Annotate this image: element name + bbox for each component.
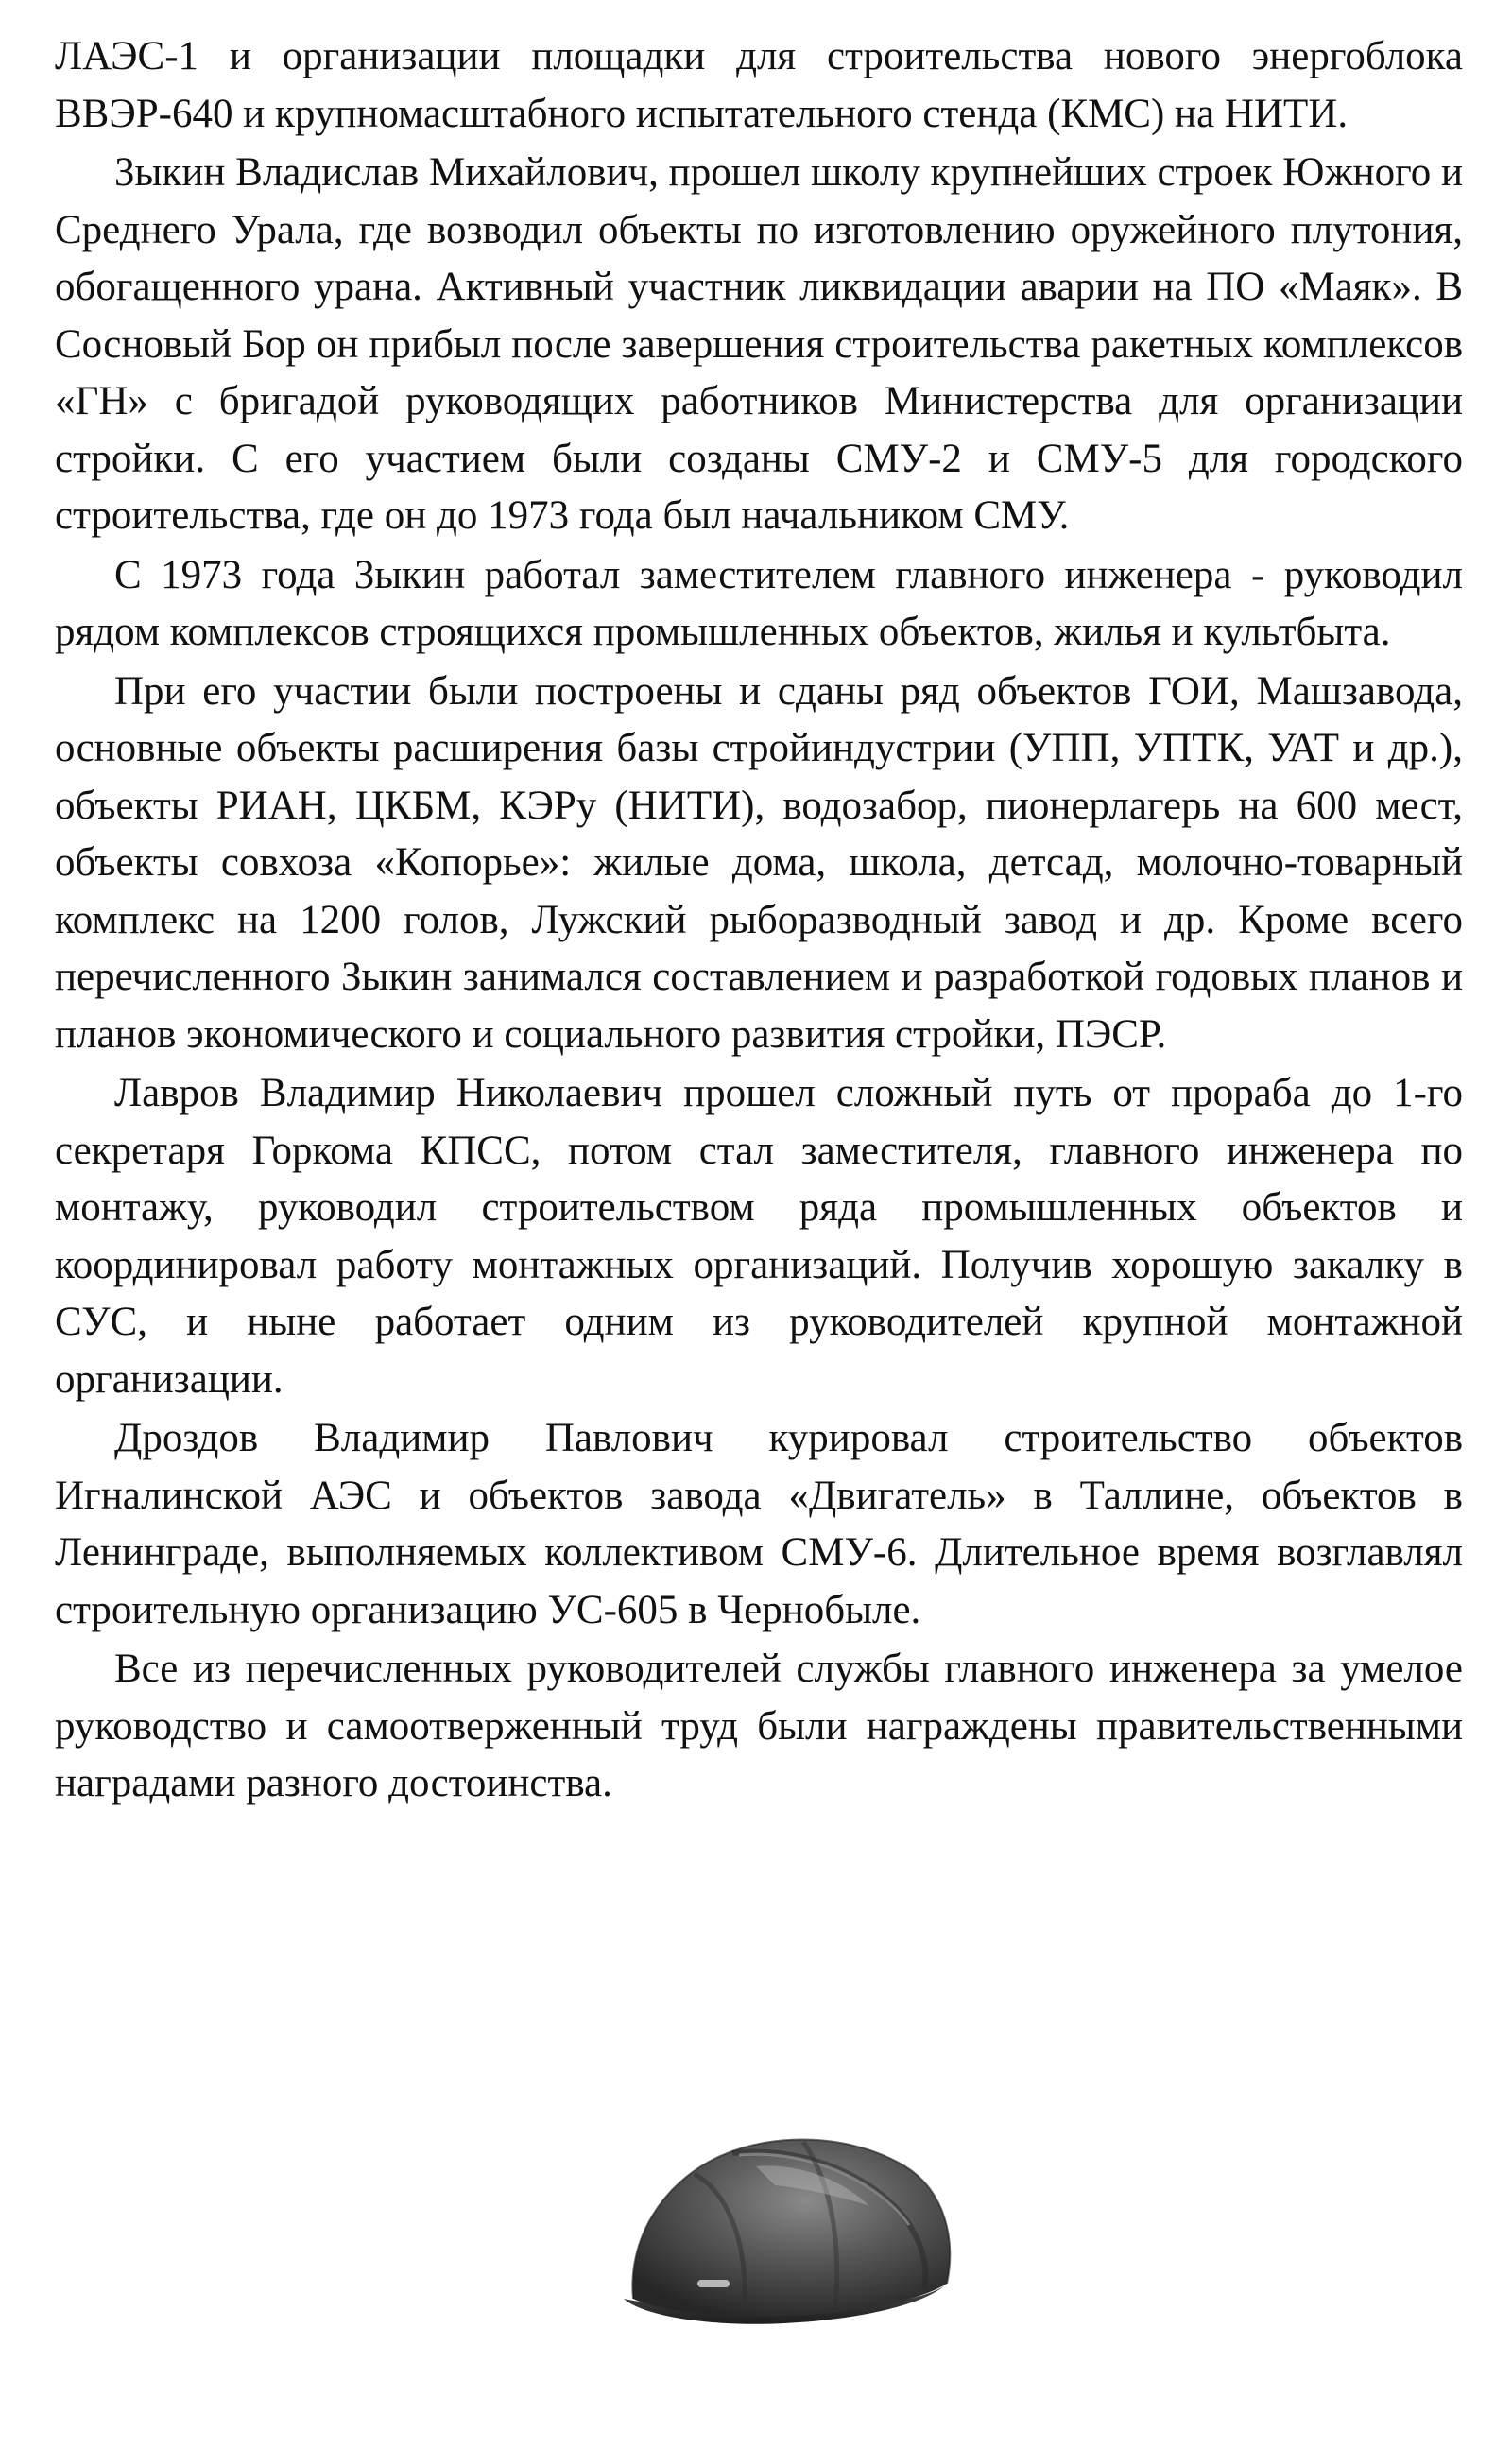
paragraph-zykin-projects: При его участии были построены и сданы ряд объектов ГОИ, Машзавода, основные объекты расширения базы стройиндустрии (УПП, УПТК, УАТ и др.), объекты РИАН, ЦКБМ, КЭРу (НИТИ), водозабор, пионерлагерь на 600 мест, объекты совхоза «Копорье»: жилые дома, школа, детсад, молочно-товарный комплекс на 1200 голов, Лужский рыборазводный завод и др. Кроме всего перечисленного Зыкин занимался составлением и разработкой годовых планов и планов экономического и социального развития стройки, ПЭСР. [55, 668, 1463, 1057]
hard-hat-icon [605, 2079, 973, 2363]
paragraph-zykin-deputy: С 1973 года Зыкин работал заместителем главного инженера - руководил рядом комплексов строящихся промышленных объектов, жилья и культбыта. [55, 552, 1463, 654]
paragraph-zykin-bio: Зыкин Владислав Михайлович, прошел школу крупнейших строек Южного и Среднего Урала, где возводил объекты по изготовлению оружейного плутония, обогащенного урана. Активный участник ликвидации аварии на ПО «Маяк». В Сосновый Бор он прибыл после завершения строительства ракетных комплексов «ГН» с бригадой руководящих работников Министерства для организации стройки. С его участием были созданы СМУ-2 и СМУ-5 для городского строительства, где он до 1973 года был начальником СМУ. [55, 150, 1463, 538]
paragraph-drozdov-bio: Дроздов Владимир Павлович курировал строительство объектов Игналинской АЭС и объектов завода «Двигатель» в Таллине, объектов в Ленинграде, выполняемых коллективом СМУ-6. Длительное время возглавлял строительную организацию УС-605 в Чернобыле. [55, 1416, 1463, 1632]
paragraph-lavrov-bio: Лавров Владимир Николаевич прошел сложный путь от прораба до 1-го секретаря Горкома КПСС, потом стал заместителя, главного инженера по монтажу, руководил строительством ряда промышленных объектов и координировал работу монтажных организаций. Получив хорошую закалку в СУС, и ныне работает одним из руководителей крупной монтажной организации. [55, 1071, 1463, 1402]
paragraph-awards: Все из перечисленных руководителей службы главного инженера за умелое руководство и самоотверженный труд были награждены правительственными наградами разного достоинства. [55, 1647, 1463, 1805]
paragraph-continuation: ЛАЭС-1 и организации площадки для строительства нового энергоблока ВВЭР-640 и крупномасштабного испытательного стенда (КМС) на НИТИ. [55, 34, 1463, 136]
body-text [55, 28, 1463, 1813]
hard-hat-illustration [605, 2079, 973, 2363]
